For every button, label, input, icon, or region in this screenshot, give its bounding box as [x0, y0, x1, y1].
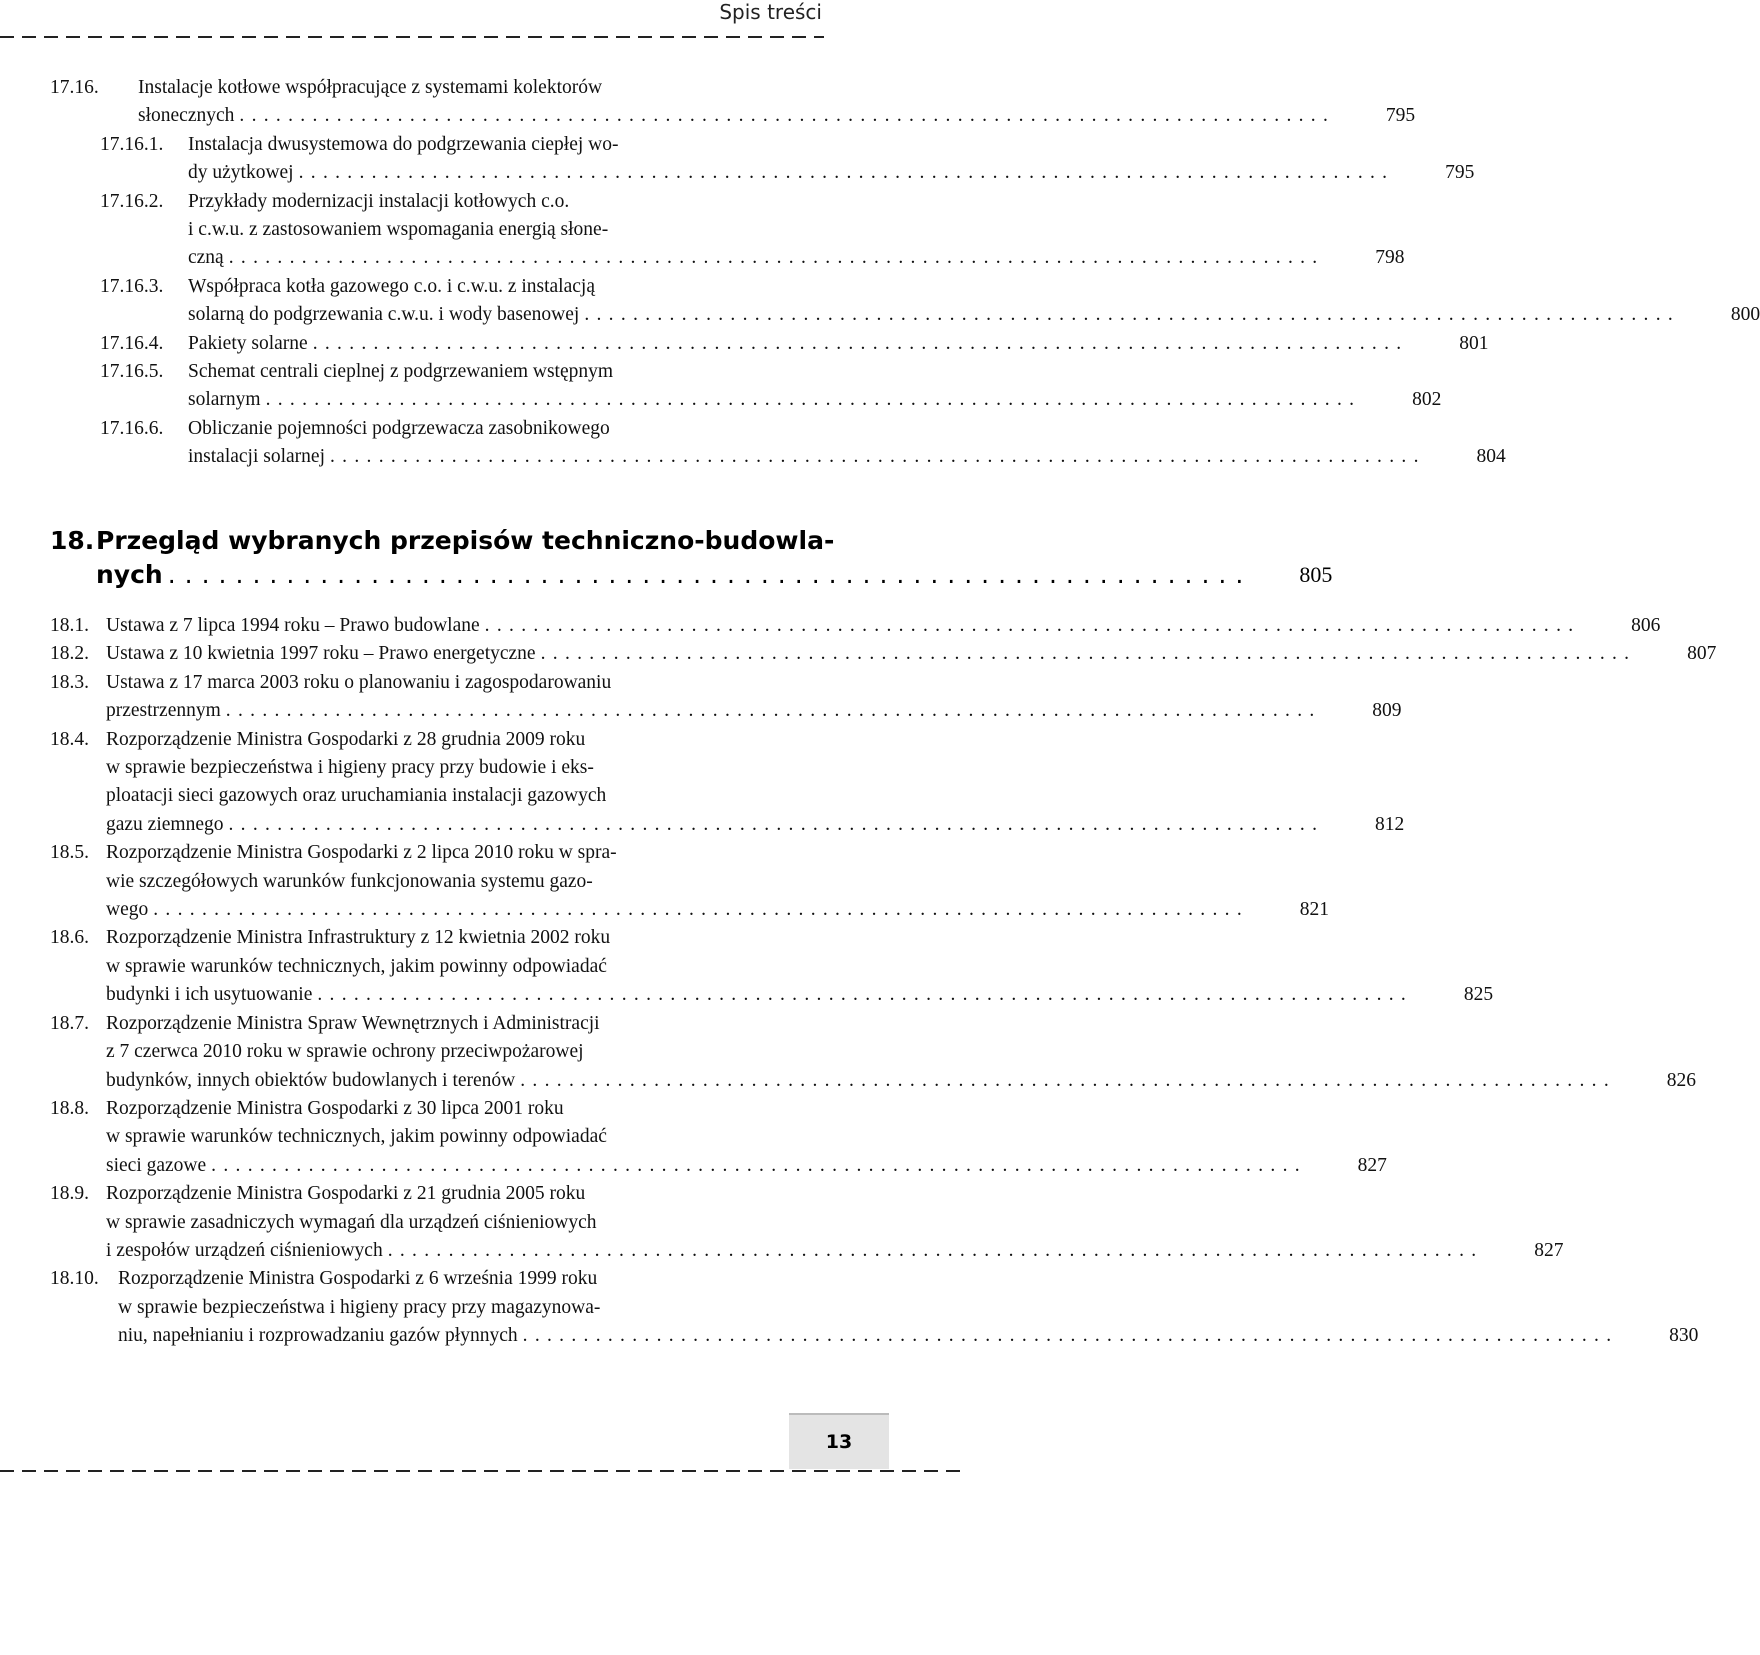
- toc-entry[interactable]: [50, 924, 1494, 1009]
- entry-title-line: wie szczegółowych warunków funkcjonowania systemu gazo-: [106, 870, 593, 892]
- entry-number: 18.8.: [50, 1097, 89, 1119]
- entry-page-number: 827: [1534, 1239, 1564, 1261]
- entry-number: 18.6.: [50, 927, 89, 949]
- entry-number: 18.4.: [50, 728, 89, 750]
- entry-title-line: Rozporządzenie Ministra Gospodarki z 30 lipca 2001 roku: [106, 1097, 564, 1119]
- entry-page-number: 830: [1669, 1325, 1699, 1347]
- toc-entry[interactable]: [50, 330, 1489, 358]
- entry-title-last-line: gazu ziemnego: [106, 813, 224, 835]
- dot-leader: ..........................................................................................: [228, 813, 1325, 835]
- entry-title-last-line: sieci gazowe: [106, 1154, 207, 1176]
- entry-title-line: ploatacji sieci gazowych oraz uruchamiania instalacji gazowych: [106, 785, 607, 807]
- header-rule: [0, 36, 824, 38]
- entry-page-number: 825: [1463, 984, 1494, 1006]
- entry-title-line: Rozporządzenie Ministra Gospodarki z 28 grudnia 2009 roku: [106, 728, 586, 750]
- entry-title-last-line: solarnym: [188, 389, 261, 411]
- entry-page-number: 827: [1357, 1154, 1387, 1176]
- toc-entry[interactable]: [50, 1265, 1699, 1350]
- toc-entry[interactable]: [50, 612, 1661, 640]
- entry-title-last-line: słonecznych: [138, 105, 235, 127]
- toc-entry[interactable]: [50, 273, 1760, 330]
- dot-leader: ..........................................................................................: [239, 105, 1336, 127]
- entry-page-number: 800: [1730, 304, 1760, 326]
- entry-title-last-line: Ustawa z 7 lipca 1994 roku – Prawo budowlane: [106, 615, 480, 636]
- entry-title-last-line: instalacji solarnej: [188, 446, 325, 468]
- entry-title-last-line: dy użytkowej: [188, 162, 294, 184]
- entry-page-number: 807: [1687, 643, 1717, 665]
- entry-number: 18.5.: [50, 842, 89, 864]
- dot-leader: ..........................................................................................: [584, 304, 1681, 326]
- entry-title-last-line: Pakiety solarne: [188, 332, 308, 354]
- entry-number: 17.16.: [50, 77, 99, 98]
- entry-number: 18.3.: [50, 671, 89, 693]
- entry-number: 18.9.: [50, 1183, 89, 1205]
- entry-number: 18.1.: [50, 615, 89, 636]
- dot-leader: ..........................................................................................: [153, 899, 1249, 921]
- entry-number: 17.16.5.: [100, 361, 164, 383]
- entry-title-line: w sprawie warunków technicznych, jakim powinny odpowiadać: [106, 955, 607, 977]
- entry-page-number: 804: [1476, 446, 1506, 468]
- chapter-title-last: nych: [96, 560, 163, 589]
- entry-page-number: 812: [1375, 813, 1405, 835]
- toc-entry[interactable]: [50, 1095, 1387, 1180]
- toc-entry[interactable]: [50, 131, 1475, 188]
- entry-title-last-line: Ustawa z 10 kwietnia 1997 roku – Prawo energetyczne: [106, 643, 536, 665]
- entry-title-last-line: solarną do podgrzewania c.w.u. i wody basenowej: [188, 304, 580, 326]
- entry-title-last-line: wego: [106, 899, 149, 921]
- entry-page-number: 798: [1375, 247, 1405, 269]
- dot-leader: ..........................................................................................: [312, 332, 1409, 354]
- chapter-title-line: Przegląd wybranych przepisów techniczno-budowla-: [96, 526, 835, 555]
- entry-page-number: 821: [1299, 899, 1329, 921]
- entry-page-number: 795: [1445, 162, 1475, 184]
- entry-number: 18.7.: [50, 1012, 89, 1034]
- toc-entry[interactable]: [50, 726, 1405, 840]
- toc-entry[interactable]: [50, 669, 1402, 726]
- page-number: 13: [825, 1431, 853, 1453]
- entry-title-line: w sprawie bezpieczeństwa i higieny pracy przy budowie i eks-: [106, 757, 594, 779]
- entry-title-line: Przykłady modernizacji instalacji kotłowych c.o.: [188, 190, 570, 212]
- entry-number: 17.16.3.: [100, 275, 164, 297]
- entry-title-last-line: przestrzennym: [106, 700, 221, 722]
- dot-leader: ..........................................................................................: [265, 389, 1362, 411]
- page-number-box: [789, 1413, 889, 1469]
- entry-title-last-line: budynków, innych obiektów budowlanych i terenów: [106, 1069, 516, 1091]
- toc-section-18: [50, 612, 1717, 1351]
- entry-page-number: 826: [1666, 1069, 1696, 1091]
- entry-title-line: i c.w.u. z zastosowaniem wspomagania energią słone-: [188, 219, 609, 241]
- entry-title-line: Współpraca kotła gazowego c.o. i c.w.u. z instalacją: [188, 275, 595, 297]
- toc-section-17: [50, 74, 1760, 472]
- dot-leader: ..........................................................................................: [228, 247, 1325, 269]
- toc-entry[interactable]: [50, 188, 1405, 273]
- entry-title-line: Rozporządzenie Ministra Spraw Wewnętrznych i Administracji: [106, 1012, 600, 1034]
- entry-number: 18.2.: [50, 643, 89, 665]
- entry-title-line: z 7 czerwca 2010 roku w sprawie ochrony przeciwpożarowej: [106, 1041, 584, 1063]
- chapter-18-entry[interactable]: [50, 524, 1333, 592]
- entry-number: 18.10.: [50, 1268, 99, 1290]
- dot-leader: ..........................................................................................: [225, 700, 1322, 722]
- entry-title-last-line: budynki i ich usytuowanie: [106, 984, 313, 1006]
- toc-entry[interactable]: [50, 1180, 1564, 1265]
- entry-title-line: Rozporządzenie Ministra Gospodarki z 6 września 1999 roku: [118, 1268, 598, 1290]
- entry-page-number: 802: [1412, 389, 1442, 411]
- entry-page-number: 806: [1631, 615, 1661, 636]
- toc-entry[interactable]: [50, 358, 1442, 415]
- dot-leader: ..........................................................................................: [387, 1239, 1484, 1261]
- toc-entry[interactable]: [50, 415, 1506, 472]
- dot-leader: ..........................................................................................: [540, 643, 1637, 665]
- entry-page-number: 809: [1372, 700, 1402, 722]
- dot-leader: ..........................................................................................: [317, 984, 1414, 1006]
- entry-number: 17.16.2.: [100, 190, 164, 212]
- entry-page-number: 801: [1459, 332, 1489, 354]
- entry-title-last-line: czną: [188, 247, 224, 269]
- footer-rule: [0, 1470, 960, 1472]
- entry-title-line: Instalacja dwusystemowa do podgrzewania ciepłej wo-: [188, 133, 619, 155]
- entry-title-line: Ustawa z 17 marca 2003 roku o planowaniu i zagospodarowaniu: [106, 671, 612, 693]
- toc-entry[interactable]: [50, 74, 1416, 131]
- entry-title-line: w sprawie zasadniczych wymagań dla urządzeń ciśnieniowych: [106, 1211, 597, 1233]
- dot-leader: ..........................................................................................: [522, 1325, 1619, 1347]
- entry-number: 17.16.1.: [100, 133, 164, 155]
- entry-page-number: 795: [1385, 105, 1416, 127]
- entry-title-line: Rozporządzenie Ministra Gospodarki z 21 grudnia 2005 roku: [106, 1183, 586, 1205]
- dot-leader: ..........................................................................................: [211, 1154, 1307, 1176]
- entry-title-line: Schemat centrali cieplnej z podgrzewaniem wstępnym: [188, 361, 614, 383]
- entry-number: 17.16.6.: [100, 417, 164, 439]
- dot-leader: ..........................................................................................: [520, 1069, 1616, 1091]
- chapter-page-number: 805: [1299, 562, 1333, 587]
- toc-entry[interactable]: [50, 839, 1329, 924]
- entry-title-line: Rozporządzenie Ministra Infrastruktury z 12 kwietnia 2002 roku: [106, 927, 611, 949]
- entry-title-line: Rozporządzenie Ministra Gospodarki z 2 lipca 2010 roku w spra-: [106, 842, 617, 864]
- entry-number: 17.16.4.: [100, 332, 164, 354]
- running-title: Spis treści: [719, 0, 822, 24]
- dot-leader: ..........................................................................................: [330, 446, 1426, 468]
- entry-title-line: w sprawie bezpieczeństwa i higieny pracy przy magazynowa-: [118, 1296, 601, 1318]
- dot-leader: ..........................................................................................: [298, 162, 1395, 184]
- entry-title-line: Obliczanie pojemności podgrzewacza zasobnikowego: [188, 417, 610, 439]
- entry-title-last-line: niu, napełnianiu i rozprowadzaniu gazów płynnych: [118, 1325, 518, 1347]
- entry-title-line: Instalacje kotłowe współpracujące z systemami kolektorów: [138, 77, 603, 98]
- entry-title-last-line: i zespołów urządzeń ciśnieniowych: [106, 1239, 383, 1261]
- toc-entry[interactable]: [50, 640, 1717, 668]
- dot-leader: ..........................................................................................: [484, 615, 1581, 636]
- toc-entry[interactable]: [50, 1010, 1696, 1095]
- entry-title-line: w sprawie warunków technicznych, jakim powinny odpowiadać: [106, 1126, 607, 1148]
- chapter-number: 18.: [50, 526, 95, 555]
- dot-leader: ................................................................: [167, 560, 1253, 589]
